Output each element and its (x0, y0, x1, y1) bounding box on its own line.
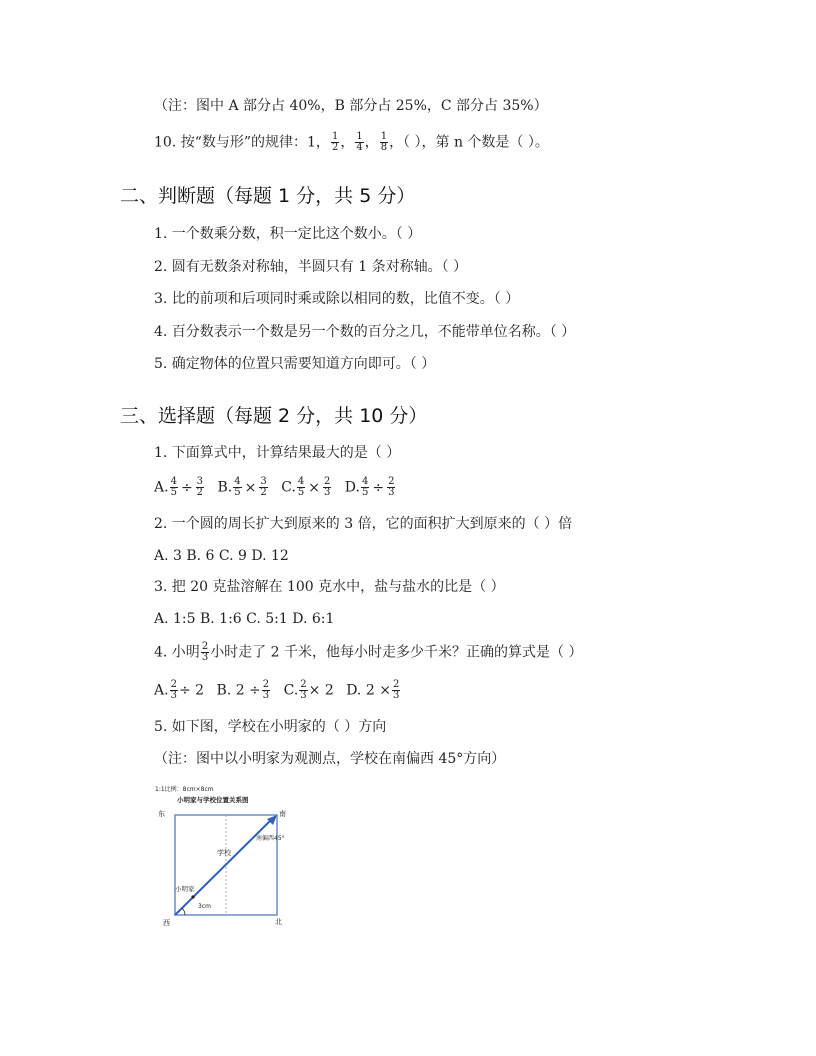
q10-fraction-3: $\frac{1}{8}$ (380, 131, 388, 153)
angle-arc (182, 908, 185, 915)
label-school: 学校 (217, 849, 231, 857)
label-south: 南 (279, 810, 286, 818)
section-2-title: 二、判断题（每题 1 分，共 5 分） (120, 185, 416, 207)
diagram-title: 小明家与学校位置关系图 (177, 796, 249, 804)
q10-suffix: ，（ ），第 n 个数是（ ）。 (389, 134, 549, 151)
note-top: （注：图中 A 部分占 40%，B 部分占 25%，C 部分占 35%） (154, 98, 548, 114)
choice-q4: 4. 小明 $\frac{2}{3}$ 小时走了 2 千米，他每小时走多少千米？正确的算式是（ ） (154, 641, 583, 663)
choice-q4-options: A. $\frac{2}{3}$ ÷ 2 B. 2 ÷ $\frac{2}{3}$ C. $\frac{2}{3}$ × 2 D. 2 × $\frac{2}{3}$ (154, 679, 400, 701)
judge-item-5: 5. 确定物体的位置只需要知道方向即可。（ ） (154, 356, 436, 372)
choice-q3: 3. 把 20 克盐溶解在 100 克水中，盐与盐水的比是（ ） (154, 579, 505, 595)
q10-fraction-2: $\frac{1}{4}$ (356, 131, 363, 153)
label-west: 西 (163, 919, 170, 927)
home-marker (191, 895, 194, 898)
diagram-direction-arrow (175, 819, 272, 915)
choice-q5: 5. 如下图，学校在小明家的（ ）方向 (154, 719, 387, 735)
section-3-title: 三、选择题（每题 2 分，共 10 分） (120, 405, 428, 427)
choice-q3-options: A. 1:5 B. 1:6 C. 5:1 D. 6:1 (154, 611, 335, 627)
label-north: 北 (275, 918, 282, 926)
label-home: 小明家 (175, 885, 195, 893)
q10-fraction-1: $\frac{1}{2}$ (331, 131, 339, 153)
label-east: 东 (158, 810, 165, 818)
choice-q1-options: A. $\frac{4}{5}$ ÷ $\frac{3}{2}$ B. $\frac{4}{5}$ × $\frac{3}{2}$ C. $\frac{4}{5}$ × $\frac{2}{3}$ D. $\frac{4}{5}$ ÷ $\frac{2}{3}$ (154, 476, 395, 498)
question-10: 10. 按“数与形”的规律：1， $\frac{1}{2}$ ， $\frac{1}{4}$ ， $\frac{1}{8}$ ，（ ），第 n 个数是（ ）。 (154, 131, 549, 153)
choice-q2-options: A. 3 B. 6 C. 9 D. 12 (154, 548, 289, 564)
choice-q1: 1. 下面算式中，计算结果最大的是（ ） (154, 445, 401, 461)
label-distance: 3cm (198, 903, 211, 910)
label-angle: 南偏西45° (256, 835, 285, 842)
judge-item-4: 4. 百分数表示一个数是另一个数的百分之几，不能带单位名称。（ ） (154, 324, 576, 340)
choice-q5-note: （注：图中以小明家为观测点，学校在南偏西 45°方向） (154, 751, 506, 767)
choice-q2: 2. 一个圆的周长扩大到原来的 3 倍，它的面积扩大到原来的（ ）倍 (154, 516, 573, 532)
location-diagram (153, 783, 293, 928)
judge-item-3: 3. 比的前项和后项同时乘或除以相同的数，比值不变。（ ） (154, 291, 520, 307)
judge-item-2: 2. 圆有无数条对称轴，半圆只有 1 条对称轴。（ ） (154, 259, 468, 275)
diagram-scale: 1:1比例：8cm×8cm (155, 786, 214, 793)
q10-prefix: 10. 按“数与形”的规律：1， (154, 134, 330, 151)
judge-item-1: 1. 一个数乘分数，积一定比这个数小。（ ） (154, 226, 422, 242)
